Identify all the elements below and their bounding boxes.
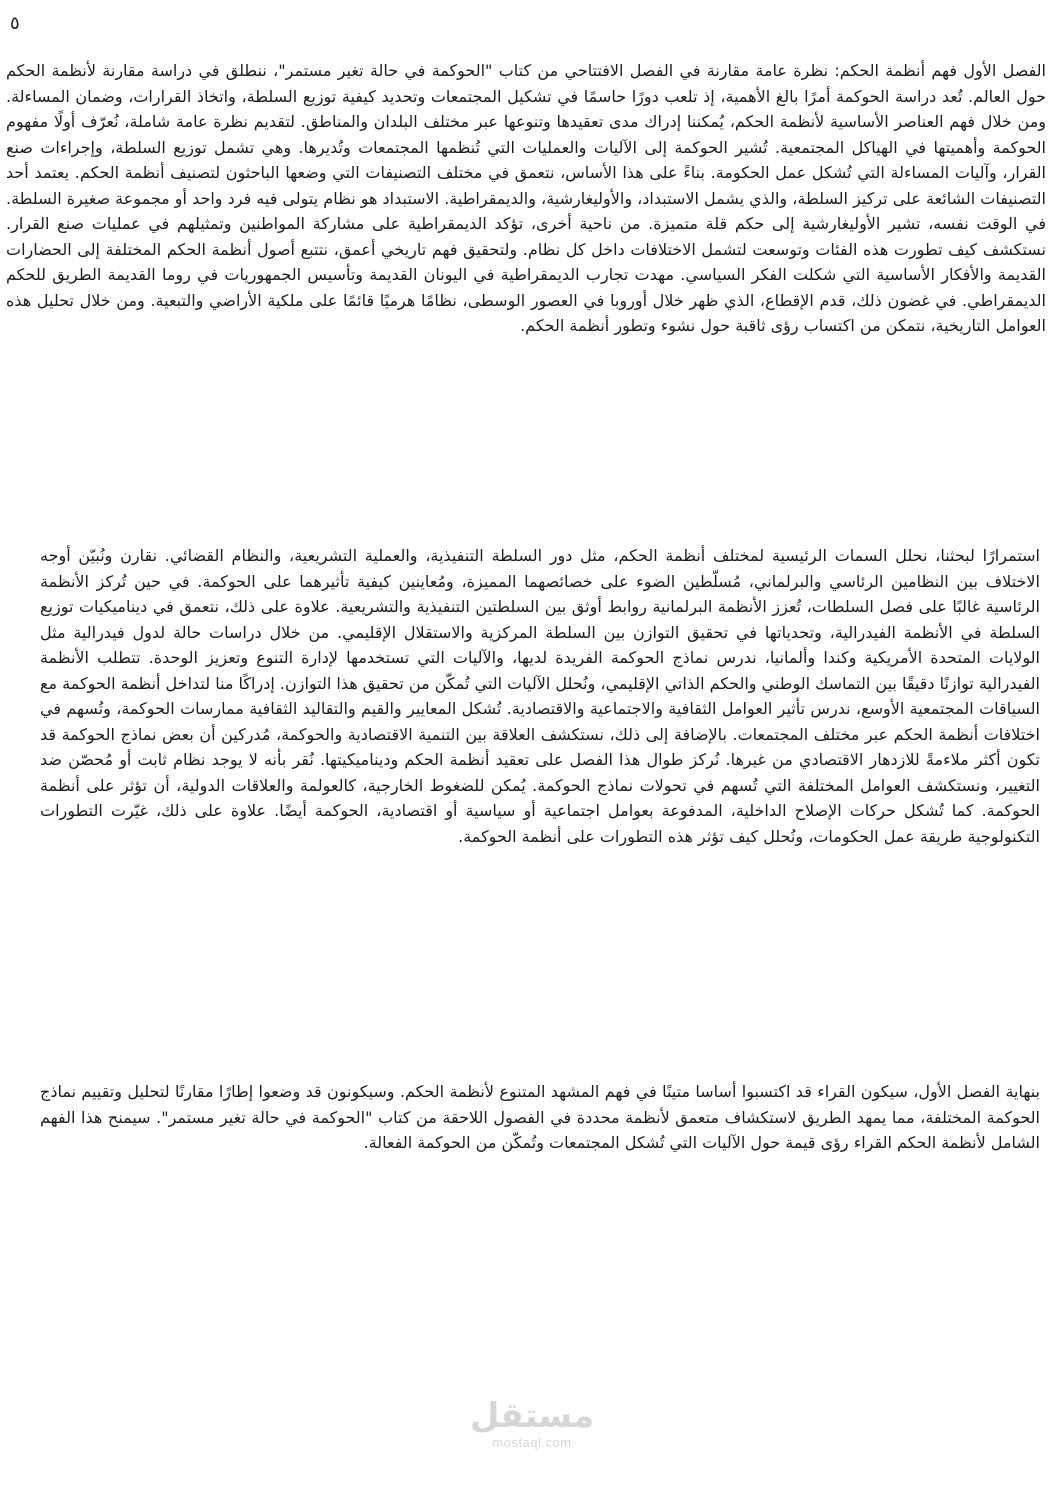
paragraph-intro: الفصل الأول فهم أنظمة الحكم: نظرة عامة مقارنة في الفصل الافتتاحي من كتاب "الحوكمة في حالة تغير مستمر"، ننطلق في دراسة مقارنة لأنظمة الحكم حول العالم. تُعد دراسة الحوكمة أمرًا بالغ الأهمية، إذ تلعب دورًا حاسمًا في تشكيل المجتمعات وتحديد كيفية توزيع السلطة، واتخاذ القرارات، وضمان المساءلة. ومن خلال فهم العناصر الأساسية لأنظمة الحكم، يُمكننا إدراك مدى تعقيدها وتنوعها عبر مختلف البلدان والمناطق. لتقديم نظرة عامة شاملة، نُعرّف أولًا مفهوم الحوكمة وأهميتها في الهياكل المجتمعية. تُشير الحوكمة إلى الآليات والعمليات التي تُنظمها المجتمعات وتُديرها. وهي تشمل توزيع السلطة، وإجراءات صنع القرار، وآليات المساءلة التي تُشكل عمل الحكومة. بناءً على هذا الأساس، نتعمق في مختلف التصنيفات التي وضعها الباحثون لتصنيف أنظمة الحكم. يعتمد أحد التصنيفات الشائعة على تركيز السلطة، والذي يشمل الاستبداد، والأوليغارشية، والديمقراطية. الاستبداد هو نظام يتولى فيه فرد واحد أو مجموعة صغيرة السلطة. في الوقت نفسه، تشير الأوليغارشية إلى حكم قلة متميزة. من ناحية أخرى، تؤكد الديمقراطية على مشاركة المواطنين وتمثيلهم في عمليات صنع القرار. نستكشف كيف تطورت هذه الفئات وتوسعت لتشمل الاختلافات داخل كل نظام. ولتحقيق فهم تاريخي أعمق، نتتبع أصول أنظمة الحكم المختلفة إلى الحضارات القديمة والأفكار الأساسية التي شكلت الفكر السياسي. مهدت تجارب الديمقراطية في اليونان القديمة وتأسيس الجمهوريات في روما القديمة الطريق للحكم الديمقراطي. في غضون ذلك، قدم الإقطاع، الذي ظهر خلال أوروبا في العصور الوسطى، نظامًا هرميًا قائمًا على ملكية الأراضي والتبعية. ومن خلال تحليل هذه العوامل التاريخية، نتمكن من اكتساب رؤى ثاقبة حول نشوء وتطور أنظمة الحكم.	[5, 61, 1046, 335]
watermark-logo-text: مستقل	[469, 1396, 595, 1436]
mostaql-watermark	[462, 1396, 602, 1450]
page-number: ٥	[10, 13, 20, 34]
paragraph-systems-analysis: استمرارًا لبحثنا، نحلل السمات الرئيسية لمختلف أنظمة الحكم، مثل دور السلطة التنفيذية، والعملية التشريعية، والنظام القضائي. نقارن ونُبيّن أوجه الاختلاف بين النظامين الرئاسي والبرلماني، مُسلّطين الضوء على خصائصهما المميزة، ومُعاينين كيفية تأثيرهما على الحوكمة. في حين تُركز الأنظمة الرئاسية غالبًا على فصل السلطات، تُعزز الأنظمة البرلمانية روابط أوثق بين السلطتين التنفيذية والتشريعية. علاوة على ذلك، نتعمق في ديناميكيات توزيع السلطة في الأنظمة الفيدرالية، وتحدياتها في تحقيق التوازن بين السلطة المركزية والاستقلال الإقليمي. من خلال دراسات حالة لدول فيدرالية مثل الولايات المتحدة الأمريكية وكندا وألمانيا، ندرس نماذج الحوكمة الفريدة لديها، والآليات التي تستخدمها لإدارة التنوع وتعزيز الوحدة. تتطلب الأنظمة الفيدرالية توازنًا دقيقًا بين التماسك الوطني والحكم الذاتي الإقليمي، ونُحلل الآليات التي تُمكّن من تحقيق هذا التوازن. إدراكًا منا لتداخل أنظمة الحوكمة مع السياقات المجتمعية الأوسع، ندرس تأثير العوامل الثقافية والاجتماعية والاقتصادية. تُشكل المعايير والقيم والتقاليد الثقافية ممارسات الحوكمة، وتُسهم في اختلافات أنظمة الحكم عبر مختلف المجتمعات. بالإضافة إلى ذلك، نستكشف العلاقة بين التنمية الاقتصادية والحوكمة، مُدركين أن بعض نماذج الحوكمة قد تكون أكثر ملاءمةً للازدهار الاقتصادي من غيرها. نُركز طوال هذا الفصل على تعقيد أنظمة الحكم وديناميكيتها. نُقر بأنه لا يوجد نظام ثابت أو مُحصّن ضد التغيير، ونستكشف العوامل المختلفة التي تُسهم في تحولات نماذج الحوكمة. يُمكن للضغوط الخارجية، كالعولمة والعلاقات الدولية، أن تؤثر على أنظمة الحوكمة. كما تُشكل حركات الإصلاح الداخلية، المدفوعة بعوامل اجتماعية أو سياسية أو اقتصادية، الحوكمة أيضًا. علاوة على ذلك، غيّرت التطورات التكنولوجية طريقة عمل الحكومات، ونُحلل كيف تؤثر هذه التطورات على أنظمة الحوكمة.	[40, 546, 1040, 846]
watermark-site: mostaql.com	[492, 1435, 572, 1450]
paragraph-conclusion: بنهاية الفصل الأول، سيكون القراء قد اكتسبوا أساسا متينًا في فهم المشهد المتنوع لأنظمة الحكم. وسيكونون قد وضعوا إطارًا مقارنًا لتحليل وتقييم نماذج الحوكمة المختلفة، مما يمهد الطريق لاستكشاف متعمق لأنظمة محددة في الفصول اللاحقة من كتاب "الحوكمة في حالة تغير مستمر". سيمنح هذا الفهم الشامل لأنظمة الحكم القراء رؤى قيمة حول الآليات التي تُشكل المجتمعات وتُمكّن من الحوكمة الفعالة.	[40, 1082, 1040, 1152]
